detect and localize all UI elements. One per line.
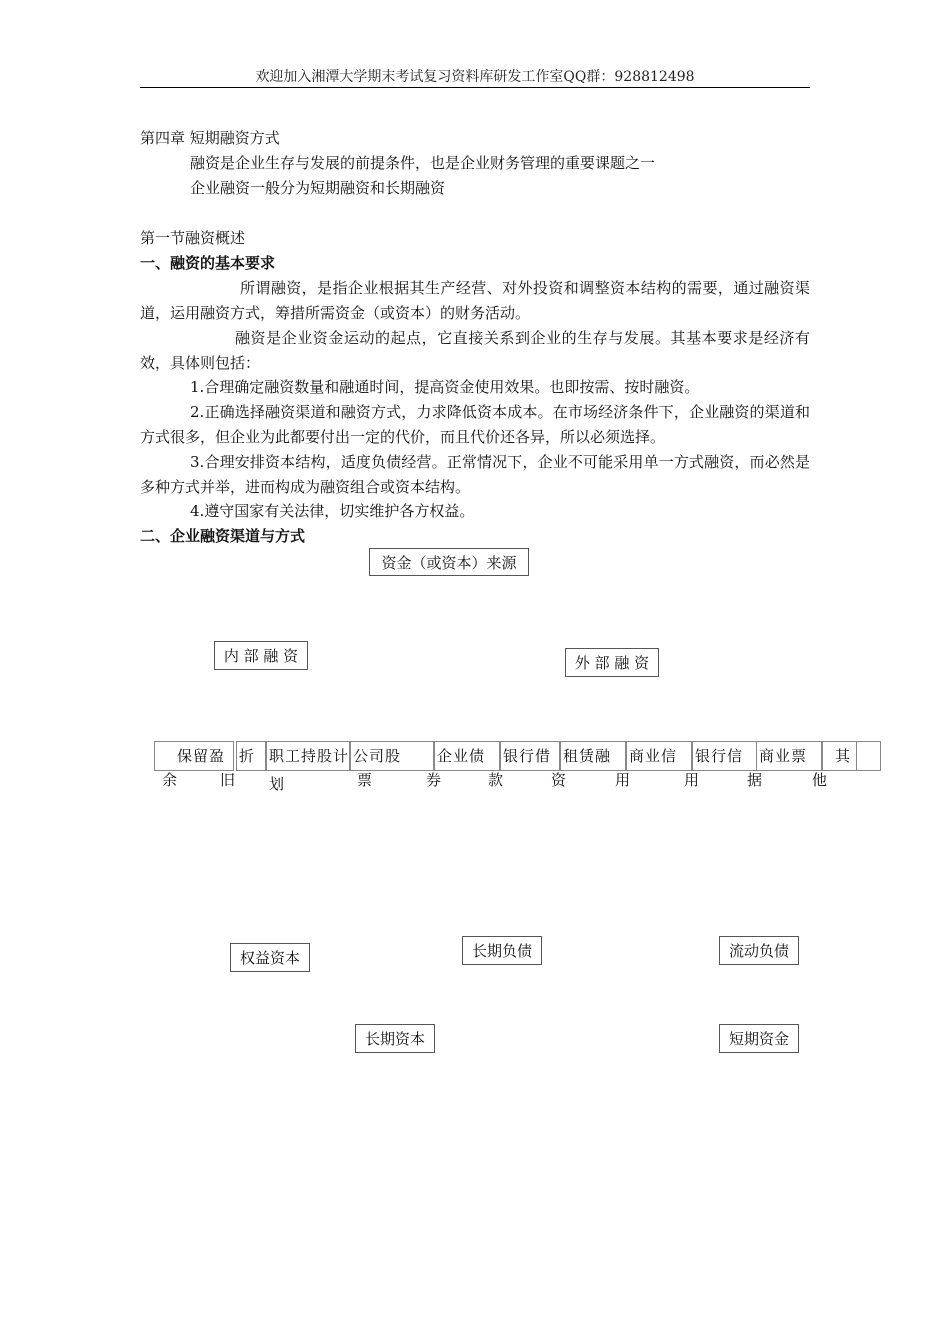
financing-method-cell: 保留盈: [154, 741, 234, 771]
diagram-box-equity-capital: 权益资本: [230, 943, 310, 972]
paragraph-definition: 所谓融资，是指企业根据其生产经营、对外投资和调整资本结构的需要，通过融资渠道，运用融资方式，筹措所需资金（或资本）的财务活动。: [140, 279, 810, 322]
financing-method-cell-tail: 票: [357, 771, 373, 789]
diagram-box-external-financing: 外 部 融 资: [565, 648, 659, 677]
section-title: 第一节融资概述: [140, 229, 246, 247]
financing-method-cell: 银行借: [500, 741, 560, 771]
heading-channels: 二、企业融资渠道与方式: [140, 527, 306, 545]
financing-method-cell-tail: 他: [812, 771, 828, 789]
financing-method-cell: 租赁融: [560, 741, 626, 771]
requirement-item-3: 3.合理安排资本结构，适度负债经营。正常情况下，企业不可能采用单一方式融资，而必然是多种方式并举，进而构成为融资组合或资本结构。: [140, 453, 810, 496]
diagram-box-current-liabilities: 流动负债: [719, 936, 799, 965]
diagram-box-long-term-capital: 长期资本: [355, 1024, 435, 1053]
financing-method-cell-tail: 余: [162, 771, 178, 789]
requirement-item-2: 2.正确选择融资渠道和融资方式，力求降低资本成本。在市场经济条件下，企业融资的渠道和方式很多，但企业为此都要付出一定的代价，而且代价还各异，所以必须选择。: [140, 403, 810, 446]
diagram-box-internal-financing: 内 部 融 资: [214, 641, 308, 670]
requirement-item-1: 1.合理确定融资数量和融通时间，提高资金使用效果。也即按需、按时融资。: [190, 378, 700, 396]
chapter-line-1: 融资是企业生存与发展的前提条件，也是企业财务管理的重要课题之一: [190, 154, 656, 172]
heading-basic-requirements: 一、融资的基本要求: [140, 254, 276, 272]
financing-method-cell-tail: 用: [684, 771, 700, 789]
financing-method-cell: 其: [822, 741, 880, 771]
financing-method-cell: 企业债: [434, 741, 500, 771]
financing-method-cell: 公司股: [350, 741, 434, 771]
paragraph-requirements: 融资是企业资金运动的起点，它直接关系到企业的生存与发展。其基本要求是经济有效，具体则包括：: [140, 329, 810, 372]
financing-method-cell-empty: [856, 741, 881, 771]
diagram-box-long-term-debt: 长期负债: [462, 936, 542, 965]
financing-method-cell-tail: 据: [747, 771, 763, 789]
chapter-title: 第四章 短期融资方式: [140, 129, 280, 147]
diagram-box-capital-source: 资金（或资本）来源: [369, 548, 529, 576]
financing-method-cell: 职工持股计划: [266, 741, 350, 771]
financing-method-cell-tail: 资: [551, 771, 567, 789]
page-header: 欢迎加入湘潭大学期末考试复习资料库研发工作室QQ群：928812498: [255, 69, 695, 85]
financing-method-cell-tail: 款: [488, 771, 504, 789]
financing-method-cell-tail: 券: [426, 771, 442, 789]
financing-method-cell: 商业票: [756, 741, 822, 771]
financing-method-cell: 折: [236, 741, 266, 771]
chapter-line-2: 企业融资一般分为短期融资和长期融资: [190, 179, 446, 197]
financing-method-cell-tail: 用: [615, 771, 631, 789]
header-rule: [140, 87, 810, 88]
financing-method-cell: 商业信: [626, 741, 692, 771]
requirement-item-4: 4.遵守国家有关法律，切实维护各方权益。: [190, 502, 475, 520]
diagram-box-short-term-funds: 短期资金: [719, 1024, 799, 1053]
financing-method-cell: 银行信: [692, 741, 758, 771]
financing-method-cell-tail: 旧: [220, 771, 236, 789]
